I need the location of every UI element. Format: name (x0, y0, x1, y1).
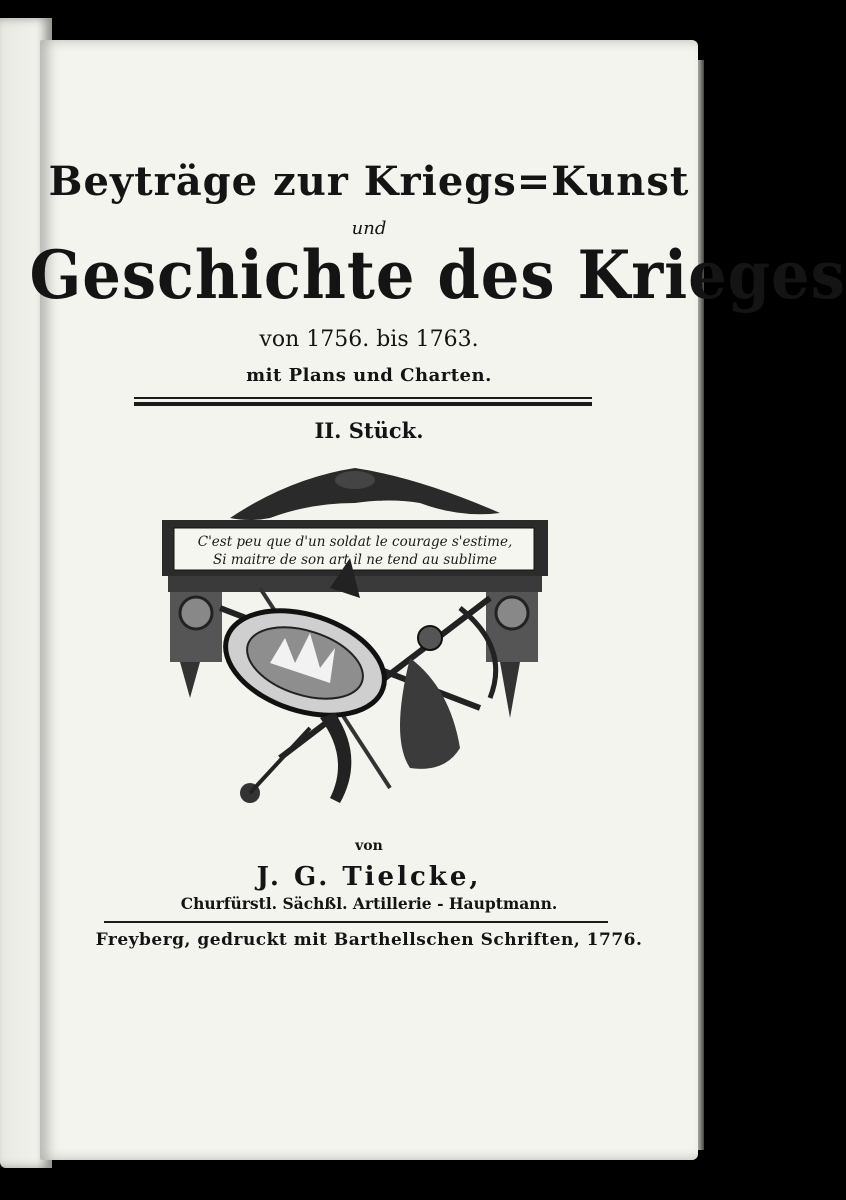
divider-rule-thin (134, 397, 592, 399)
motto-line-1: C'est peu que d'un soldat le courage s'estime, (197, 534, 513, 550)
title-subtitle: mit Plans und Charten. (246, 365, 492, 386)
motto-line-2: Si maitre de son art il ne tend au sublime (212, 552, 498, 568)
author-rank: Churfürstl. Sächßl. Artillerie - Hauptmann. (180, 894, 558, 913)
divider-rule-imprint (104, 921, 608, 923)
trophy-vignette (160, 458, 550, 838)
divider-rule-thick (134, 402, 592, 406)
title-line-2: Geschichte des Krieges (29, 236, 846, 314)
author-name: J. G. Tielcke, (256, 862, 482, 892)
laurel-wreath-icon (230, 468, 500, 520)
author-prefix: von (355, 838, 383, 854)
title-line-1: Beyträge zur Kriegs=Kunst (48, 158, 690, 205)
part-number: II. Stück. (314, 418, 424, 443)
title-years: von 1756. bis 1763. (259, 327, 479, 352)
trophy-of-arms-icon (212, 558, 496, 803)
title-conjunction: und (351, 218, 387, 239)
imprint-line: Freyberg, gedruckt mit Barthellschen Schriften, 1776. (95, 930, 643, 950)
